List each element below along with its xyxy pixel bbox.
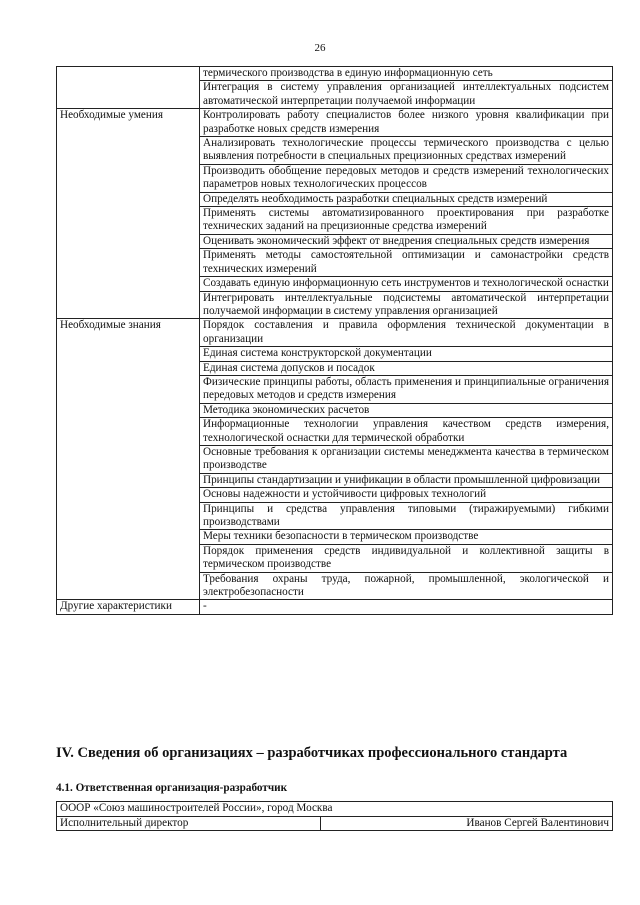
row-label-empty: [57, 473, 200, 487]
row-label-empty: [57, 347, 200, 361]
row-item: Меры техники безопасности в термическом производстве: [200, 530, 613, 544]
row-item: Единая система допусков и посадок: [200, 361, 613, 375]
row-label-empty: [57, 488, 200, 502]
row-item: Анализировать технологические процессы термического производства с целью выявления потребности в специальных прецизионных средствах измерений: [200, 137, 613, 165]
table-row: [57, 164, 613, 192]
row-label-empty: [57, 164, 200, 192]
org-person: Иванов Сергей Валентинович: [321, 816, 613, 831]
table-row: [57, 544, 613, 572]
table-row: [57, 418, 613, 446]
table-row: [57, 403, 613, 417]
org-head-row: [57, 816, 613, 831]
table-row: [57, 192, 613, 206]
row-item: Методика экономических расчетов: [200, 403, 613, 417]
row-item: Физические принципы работы, область применения и принципиальные ограничения передовых методов и средств измерения: [200, 375, 613, 403]
row-item: Оценивать экономический эффект от внедрения специальных средств измерения: [200, 234, 613, 248]
table-row: [57, 109, 613, 137]
table-row: [57, 319, 613, 347]
row-label: Необходимые знания: [57, 319, 200, 347]
table-row: [57, 375, 613, 403]
competency-table: [56, 66, 613, 615]
row-label-empty: [57, 445, 200, 473]
table-row: [57, 67, 613, 81]
row-item: Создавать единую информационную сеть инструментов и технологической оснастки: [200, 277, 613, 291]
row-label-empty: [57, 277, 200, 291]
table-row: [57, 234, 613, 248]
row-label-empty: [57, 530, 200, 544]
row-label-empty: [57, 234, 200, 248]
table-row: [57, 137, 613, 165]
page-number: 26: [314, 42, 326, 54]
subsection-title: 4.1. Ответственная организация-разработчик: [56, 782, 288, 794]
row-item: Интеграция в систему управления организацией интеллектуальных подсистем автоматической интерпретации получаемой информации: [200, 81, 613, 109]
org-name: ОООР «Союз машиностроителей России», город Москва: [57, 802, 613, 817]
table-row: [57, 530, 613, 544]
row-item: Единая система конструкторской документации: [200, 347, 613, 361]
org-name-row: [57, 802, 613, 817]
row-label-empty: [57, 502, 200, 530]
row-item: Применять системы автоматизированного проектирования при разработке технических заданий на прецизионные средства измерений: [200, 207, 613, 235]
table-row: [57, 361, 613, 375]
row-item: Основные требования к организации системы менеджмента качества в термическом производстве: [200, 445, 613, 473]
row-label-empty: [57, 418, 200, 446]
row-label: Необходимые умения: [57, 109, 200, 137]
row-item: Принципы и средства управления типовыми (тиражируемыми) гибкими производствами: [200, 502, 613, 530]
row-item: Определять необходимость разработки специальных средств измерений: [200, 192, 613, 206]
row-item: Требования охраны труда, пожарной, промышленной, экологической и электробезопасности: [200, 572, 613, 600]
org-position: Исполнительный директор: [57, 816, 321, 831]
row-item: Порядок применения средств индивидуальной и коллективной защиты в термическом производстве: [200, 544, 613, 572]
section-title: IV. Сведения об организациях – разработчиках профессионального стандарта: [56, 745, 568, 761]
table-row: [57, 249, 613, 277]
row-label-empty: [57, 67, 200, 81]
row-item: Порядок составления и правила оформления технической документации в организации: [200, 319, 613, 347]
competency-table-body: [57, 67, 613, 615]
row-label-empty: [57, 403, 200, 417]
row-item: Контролировать работу специалистов более низкого уровня квалификации при разработке новых средств измерения: [200, 109, 613, 137]
row-label-empty: [57, 572, 200, 600]
row-label: Другие характеристики: [57, 600, 200, 614]
row-item: термического производства в единую информационную сеть: [200, 67, 613, 81]
table-row: [57, 600, 613, 614]
table-row: [57, 347, 613, 361]
row-label-empty: [57, 192, 200, 206]
row-item: Основы надежности и устойчивости цифровых технологий: [200, 488, 613, 502]
table-row: [57, 473, 613, 487]
row-item: Производить обобщение передовых методов и средств измерений технологических параметров новых технологических процессов: [200, 164, 613, 192]
row-item: Применять методы самостоятельной оптимизации и самонастройки средств технических измерений: [200, 249, 613, 277]
table-row: [57, 502, 613, 530]
row-item: Принципы стандартизации и унификации в области промышленной цифровизации: [200, 473, 613, 487]
row-label-empty: [57, 249, 200, 277]
row-label-empty: [57, 81, 200, 109]
table-row: [57, 488, 613, 502]
row-item: -: [200, 600, 613, 614]
table-row: [57, 81, 613, 109]
table-row: [57, 207, 613, 235]
row-label-empty: [57, 375, 200, 403]
table-row: [57, 445, 613, 473]
row-label-empty: [57, 361, 200, 375]
table-row: [57, 572, 613, 600]
row-label-empty: [57, 291, 200, 319]
row-item: Информационные технологии управления качеством средств измерения, технологической оснастки для термической обработки: [200, 418, 613, 446]
row-label-empty: [57, 207, 200, 235]
table-row: [57, 291, 613, 319]
row-label-empty: [57, 544, 200, 572]
row-label-empty: [57, 137, 200, 165]
org-table: [56, 801, 613, 831]
row-item: Интегрировать интеллектуальные подсистемы автоматической интерпретации получаемой информации в систему управления организацией: [200, 291, 613, 319]
table-row: [57, 277, 613, 291]
